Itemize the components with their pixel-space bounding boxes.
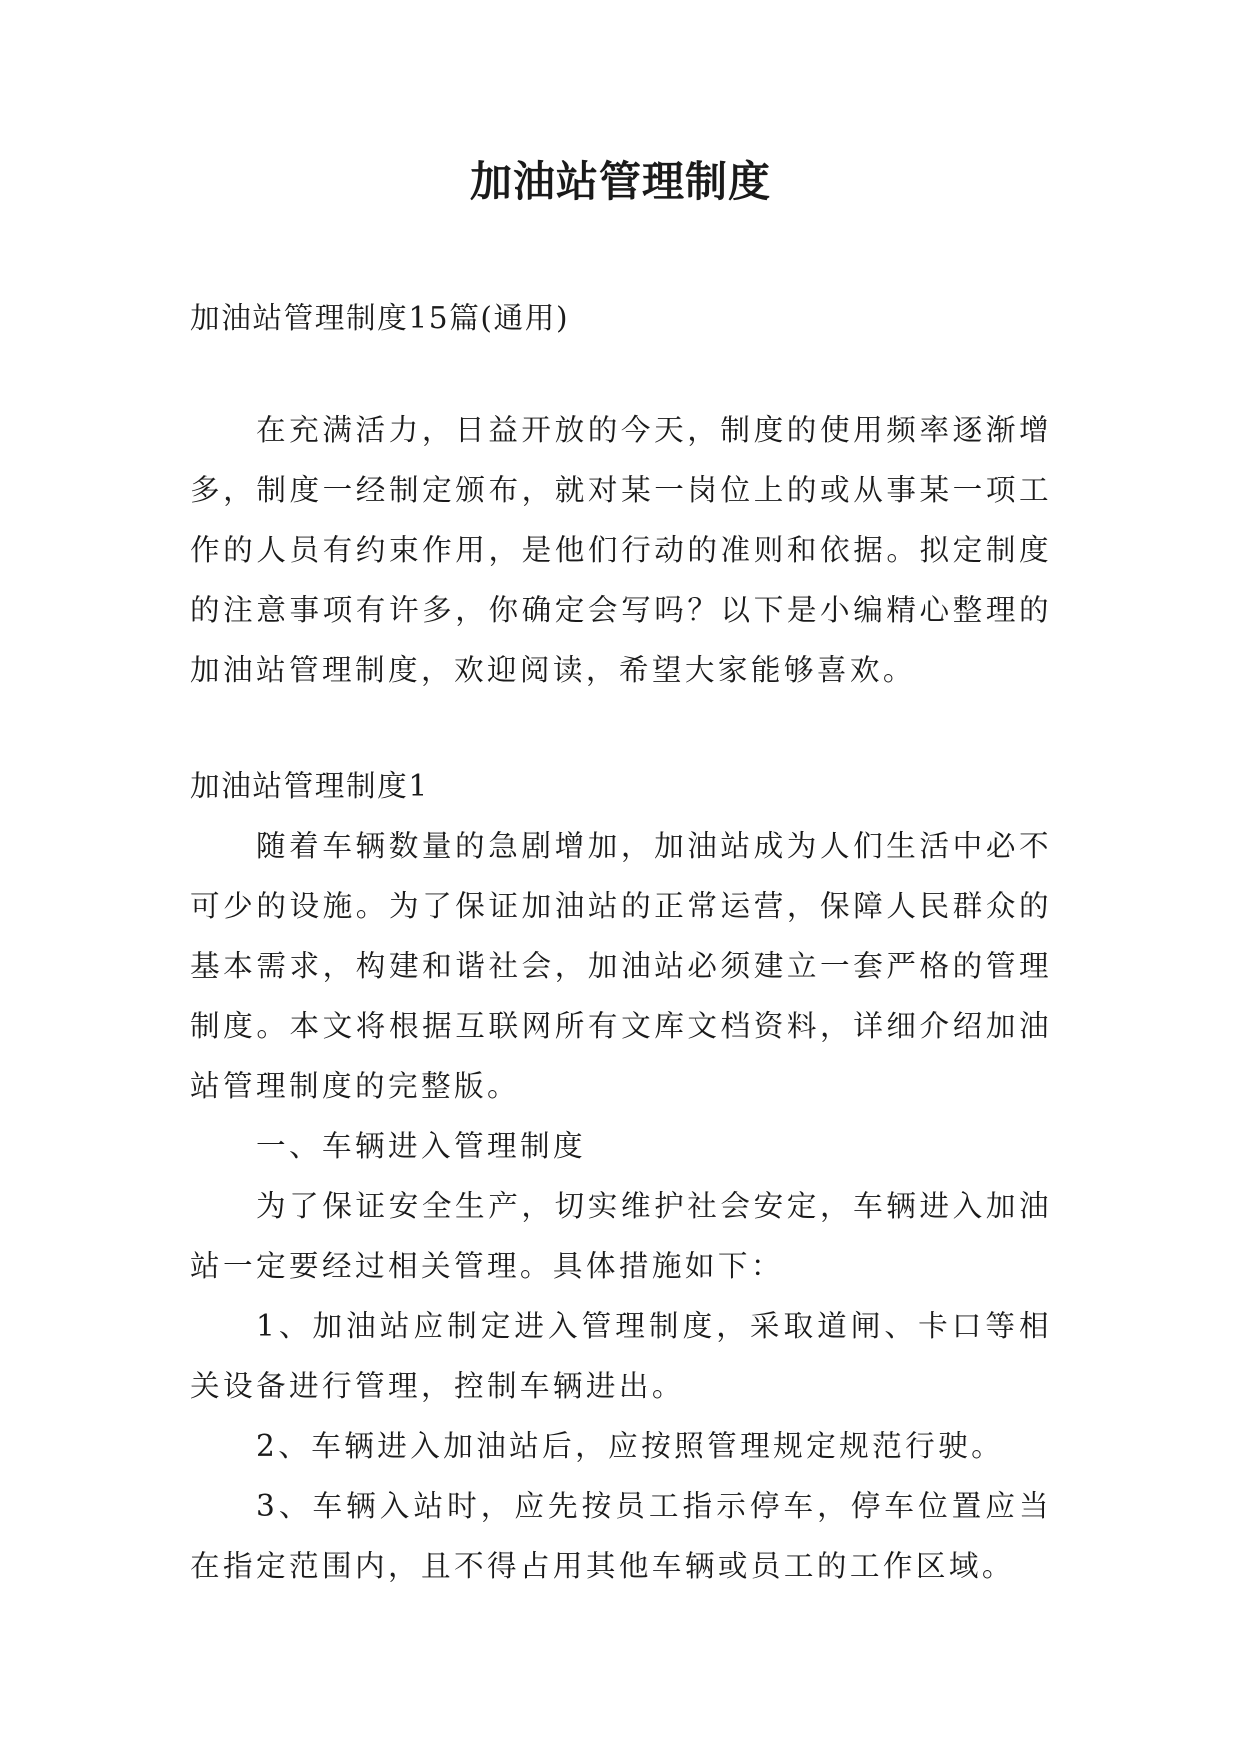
document-title: 加油站管理制度 [469,157,771,206]
document-subtitle: 加油站管理制度15篇(通用) [190,301,570,335]
intro-paragraph: 在充满活力，日益开放的今天，制度的使用频率逐渐增多，制度一经制定颁布，就对某一岗位上的或从事某一项工作的人员有约束作用，是他们行动的准则和依据。拟定制度的注意事项有许多，你确定会写吗？以下是小编精心整理的加油站管理制度，欢迎阅读，希望大家能够喜欢。 [190,413,1052,687]
section-paragraph: 为了保证安全生产，切实维护社会安定，车辆进入加油站一定要经过相关管理。具体措施如下： [190,1189,1052,1283]
section-subheading: 一、车辆进入管理制度 [256,1129,586,1163]
section-1 [190,756,1052,1596]
list-item: 1、加油站应制定进入管理制度，采取道闸、卡口等相关设备进行管理，控制车辆进出。 [190,1309,1052,1403]
list-item: 3、车辆入站时，应先按员工指示停车，停车位置应当在指定范围内，且不得占用其他车辆或员工的工作区域。 [190,1489,1052,1583]
section-heading: 加油站管理制度1 [190,769,429,803]
list-item: 2、车辆进入加油站后，应按照管理规定规范行驶。 [256,1429,1005,1463]
section-paragraph: 随着车辆数量的急剧增加，加油站成为人们生活中必不可少的设施。为了保证加油站的正常运营，保障人民群众的基本需求，构建和谐社会，加油站必须建立一套严格的管理制度。本文将根据互联网所有文库文档资料，详细介绍加油站管理制度的完整版。 [190,829,1052,1103]
